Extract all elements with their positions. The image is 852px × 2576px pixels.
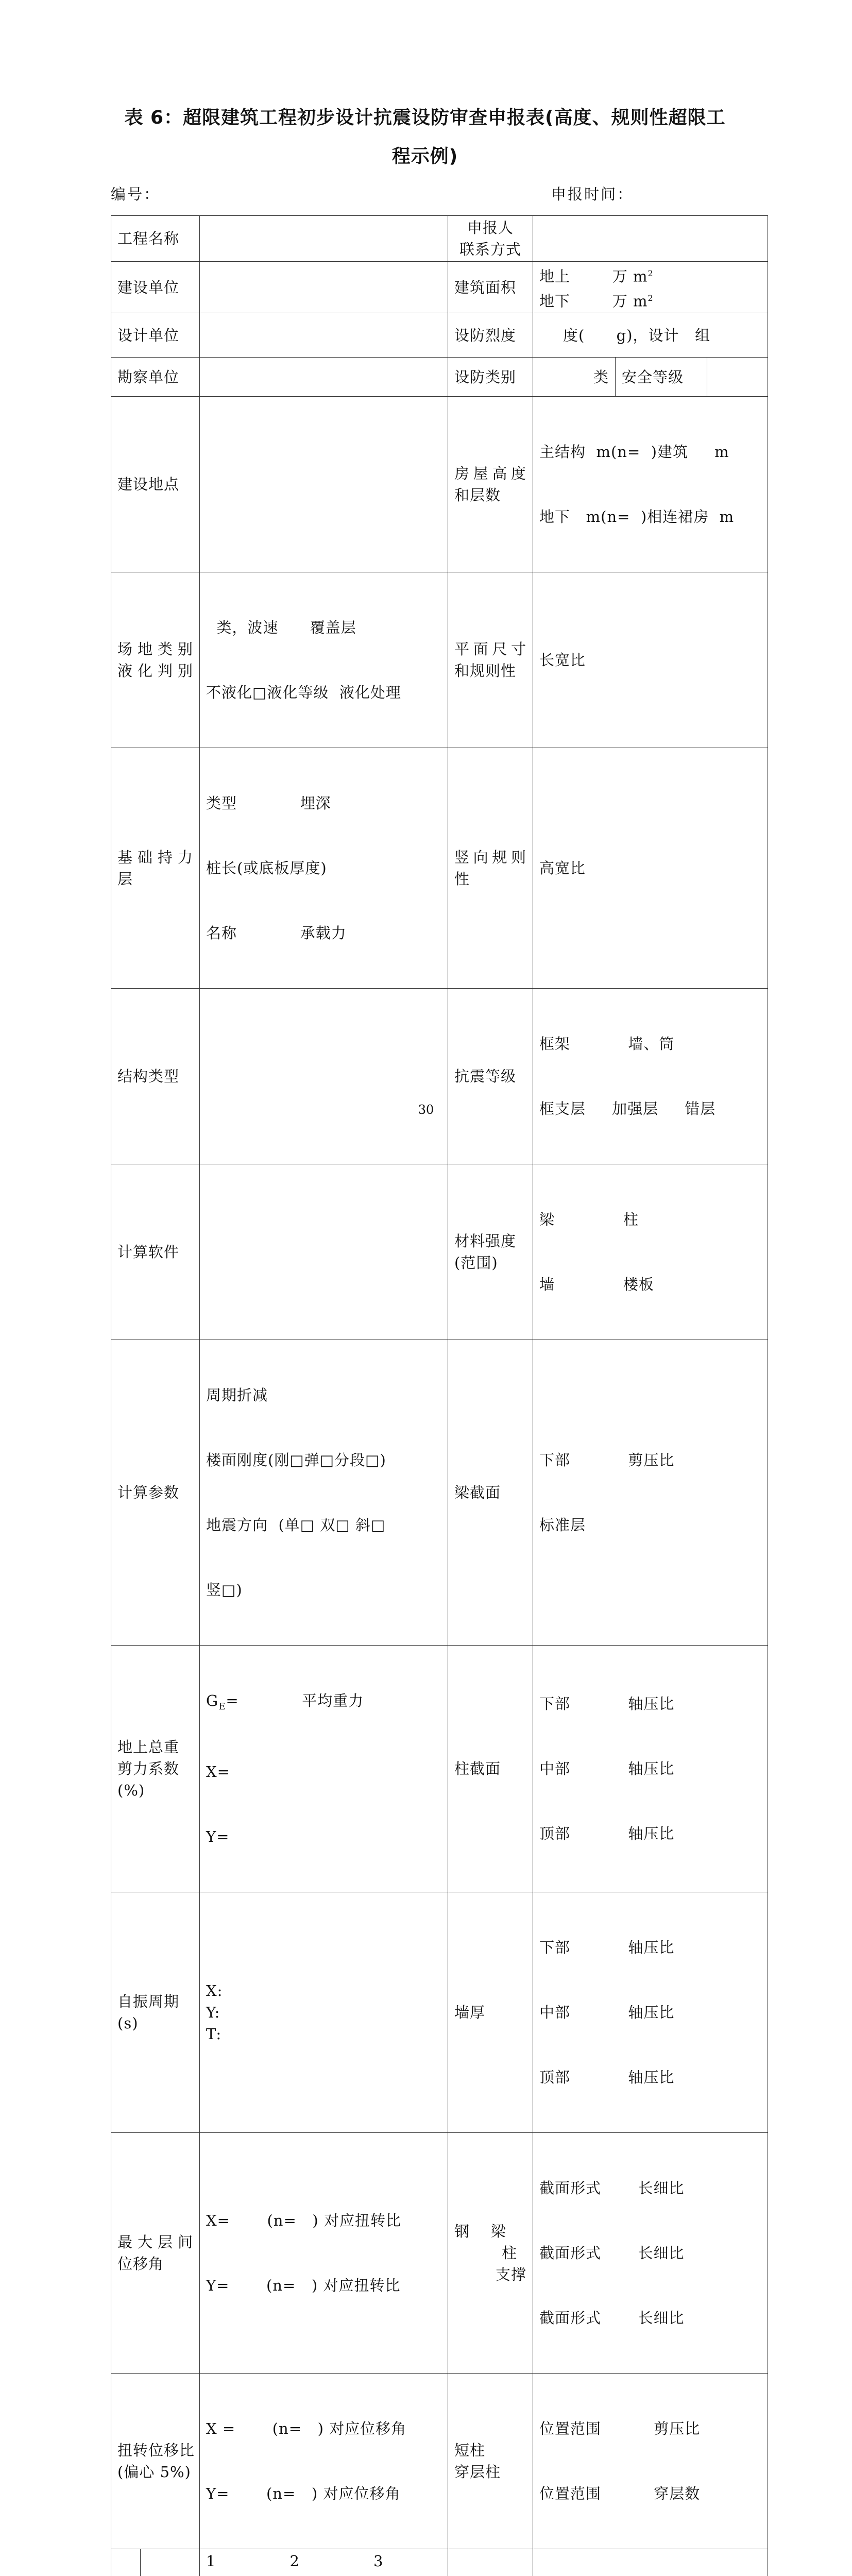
label-survey-unit: 勘察单位 <box>111 358 200 397</box>
row-project-name <box>111 216 768 262</box>
label-applicant-contact: 申报人 联系方式 <box>448 216 533 262</box>
label-fortification-category: 设防类别 <box>448 358 533 397</box>
field-calc-software[interactable] <box>200 1164 448 1340</box>
field-calc-parameters[interactable]: 周期折减 楼面刚度(刚□弹□分段□) 地震方向 (单□ 双□ 斜□ 竖□) <box>200 1340 448 1646</box>
page-number: 30 <box>418 1103 434 1117</box>
field-design-unit[interactable] <box>200 313 448 358</box>
label-calc-parameters: 计算参数 <box>111 1340 200 1646</box>
label-safety-grade: 安全等级 <box>616 358 707 397</box>
label-calc-software: 计算软件 <box>111 1164 200 1340</box>
label-structure-type: 结构类型 <box>111 989 200 1164</box>
number-label: 编号： <box>111 185 161 203</box>
row-design-unit <box>111 313 768 358</box>
field-transfer-story[interactable] <box>533 2549 768 2576</box>
label-column-section: 柱截面 <box>448 1646 533 1892</box>
label-project-name: 工程名称 <box>111 216 200 262</box>
label-material-strength: 材料强度 (范围) <box>448 1164 533 1340</box>
label-natural-period: 自振周期 (s) <box>111 1892 200 2133</box>
label-seismic-grade: 抗震等级 <box>448 989 533 1164</box>
field-natural-period[interactable]: X: Y: T: <box>200 1892 448 2133</box>
field-building-height-floors[interactable]: 主结构 m(n= )建筑 m 地下 m(n= )相连裙房 m <box>533 397 768 572</box>
field-aspect-ratio[interactable]: 长宽比 <box>533 572 768 748</box>
label-short-column: 短柱 穿层柱 <box>448 2374 533 2549</box>
row-max-drift <box>111 2133 768 2374</box>
row-foundation-bearing <box>111 748 768 989</box>
document-title-line-2: 程示例) <box>391 146 458 167</box>
field-max-drift[interactable]: X= (n= ) 对应扭转比 Y= (n= ) 对应扭转比 <box>200 2133 448 2374</box>
row-construction-unit <box>111 262 768 313</box>
field-height-width-ratio[interactable]: 高宽比 <box>533 748 768 989</box>
row-construction-site <box>111 397 768 572</box>
row-waveform-peak <box>111 2549 768 2576</box>
field-fortification-category[interactable]: 类 <box>533 358 616 397</box>
label-vertical-regularity: 竖向规则 性 <box>448 748 533 989</box>
label-max-drift: 最大层间 位移角 <box>111 2133 200 2374</box>
field-applicant-contact[interactable] <box>533 216 768 262</box>
field-wall-thickness[interactable]: 下部 轴压比 中部 轴压比 顶部 轴压比 <box>533 1892 768 2133</box>
field-steel-members[interactable]: 截面形式 长细比 截面形式 长细比 截面形式 长细比 <box>533 2133 768 2374</box>
label-torsional-ratio: 扭转位移比 (偏心 5%) <box>111 2374 200 2549</box>
label-site-category: 场地类别 液化判别 <box>111 572 200 748</box>
field-seismic-grade[interactable]: 框架 墙、筒 框支层 加强层 错层 <box>533 989 768 1164</box>
field-beam-section[interactable]: 下部 剪压比 标准层 <box>533 1340 768 1646</box>
field-survey-unit[interactable] <box>200 358 448 397</box>
document-title-line-1: 表 6：超限建筑工程初步设计抗震设防审查申报表(高度、规则性超限工 <box>124 107 726 128</box>
label-transfer-story <box>448 2549 533 2576</box>
field-short-column[interactable]: 位置范围 剪压比 位置范围 穿层数 <box>533 2374 768 2549</box>
label-foundation-bearing: 基础持力 层 <box>111 748 200 989</box>
label-building-area: 建筑面积 <box>448 262 533 313</box>
row-survey-unit <box>111 358 768 397</box>
label-building-height-floors: 房屋高度 和层数 <box>448 397 533 572</box>
row-calc-parameters <box>111 1340 768 1646</box>
field-foundation-bearing[interactable]: 类型 埋深 桩长(或底板厚度) 名称 承载力 <box>200 748 448 989</box>
field-site-category[interactable]: 类，波速 覆盖层 不液化□液化等级 液化处理 <box>200 572 448 748</box>
label-fortification-intensity: 设防烈度 <box>448 313 533 358</box>
field-building-area[interactable]: 地上 万 $m^2$ 地下 万 $m^2$ <box>533 262 768 313</box>
declaration-form-table <box>111 215 768 2576</box>
field-safety-grade[interactable] <box>707 358 768 397</box>
row-natural-period <box>111 1892 768 2133</box>
field-column-section[interactable]: 下部 轴压比 中部 轴压比 顶部 轴压比 <box>533 1646 768 1892</box>
label-construction-unit: 建设单位 <box>111 262 200 313</box>
field-construction-site[interactable] <box>200 397 448 572</box>
label-plan-dimension: 平面尺寸 和规则性 <box>448 572 533 748</box>
field-material-strength[interactable]: 梁 柱 墙 楼板 <box>533 1164 768 1340</box>
label-time-history-analysis <box>111 2549 141 2576</box>
row-total-weight-shear <box>111 1646 768 1892</box>
field-structure-type[interactable] <box>200 989 448 1164</box>
label-beam-section: 梁截面 <box>448 1340 533 1646</box>
field-torsional-ratio[interactable]: X = (n= ) 对应位移角 Y= (n= ) 对应位移角 <box>200 2374 448 2549</box>
field-project-name[interactable] <box>200 216 448 262</box>
label-design-unit: 设计单位 <box>111 313 200 358</box>
declaration-time-label: 申报时间： <box>551 185 634 203</box>
row-structure-type <box>111 989 768 1164</box>
label-waveform-peak <box>141 2549 200 2576</box>
row-torsional-ratio <box>111 2374 768 2549</box>
field-total-weight-shear[interactable]: $G_E=$ 平均重力 X= Y= <box>200 1646 448 1892</box>
label-steel-members: 钢 梁 柱 支撑 <box>448 2133 533 2374</box>
label-wall-thickness: 墙厚 <box>448 1892 533 2133</box>
field-construction-unit[interactable] <box>200 262 448 313</box>
row-site-category <box>111 572 768 748</box>
row-calc-software <box>111 1164 768 1340</box>
field-fortification-intensity[interactable]: 度( g)，设计 组 <box>533 313 768 358</box>
field-waveform-peak[interactable]: 1 2 3 <box>200 2549 448 2576</box>
label-total-weight-shear: 地上总重 剪力系数 (%) <box>111 1646 200 1892</box>
label-construction-site: 建设地点 <box>111 397 200 572</box>
